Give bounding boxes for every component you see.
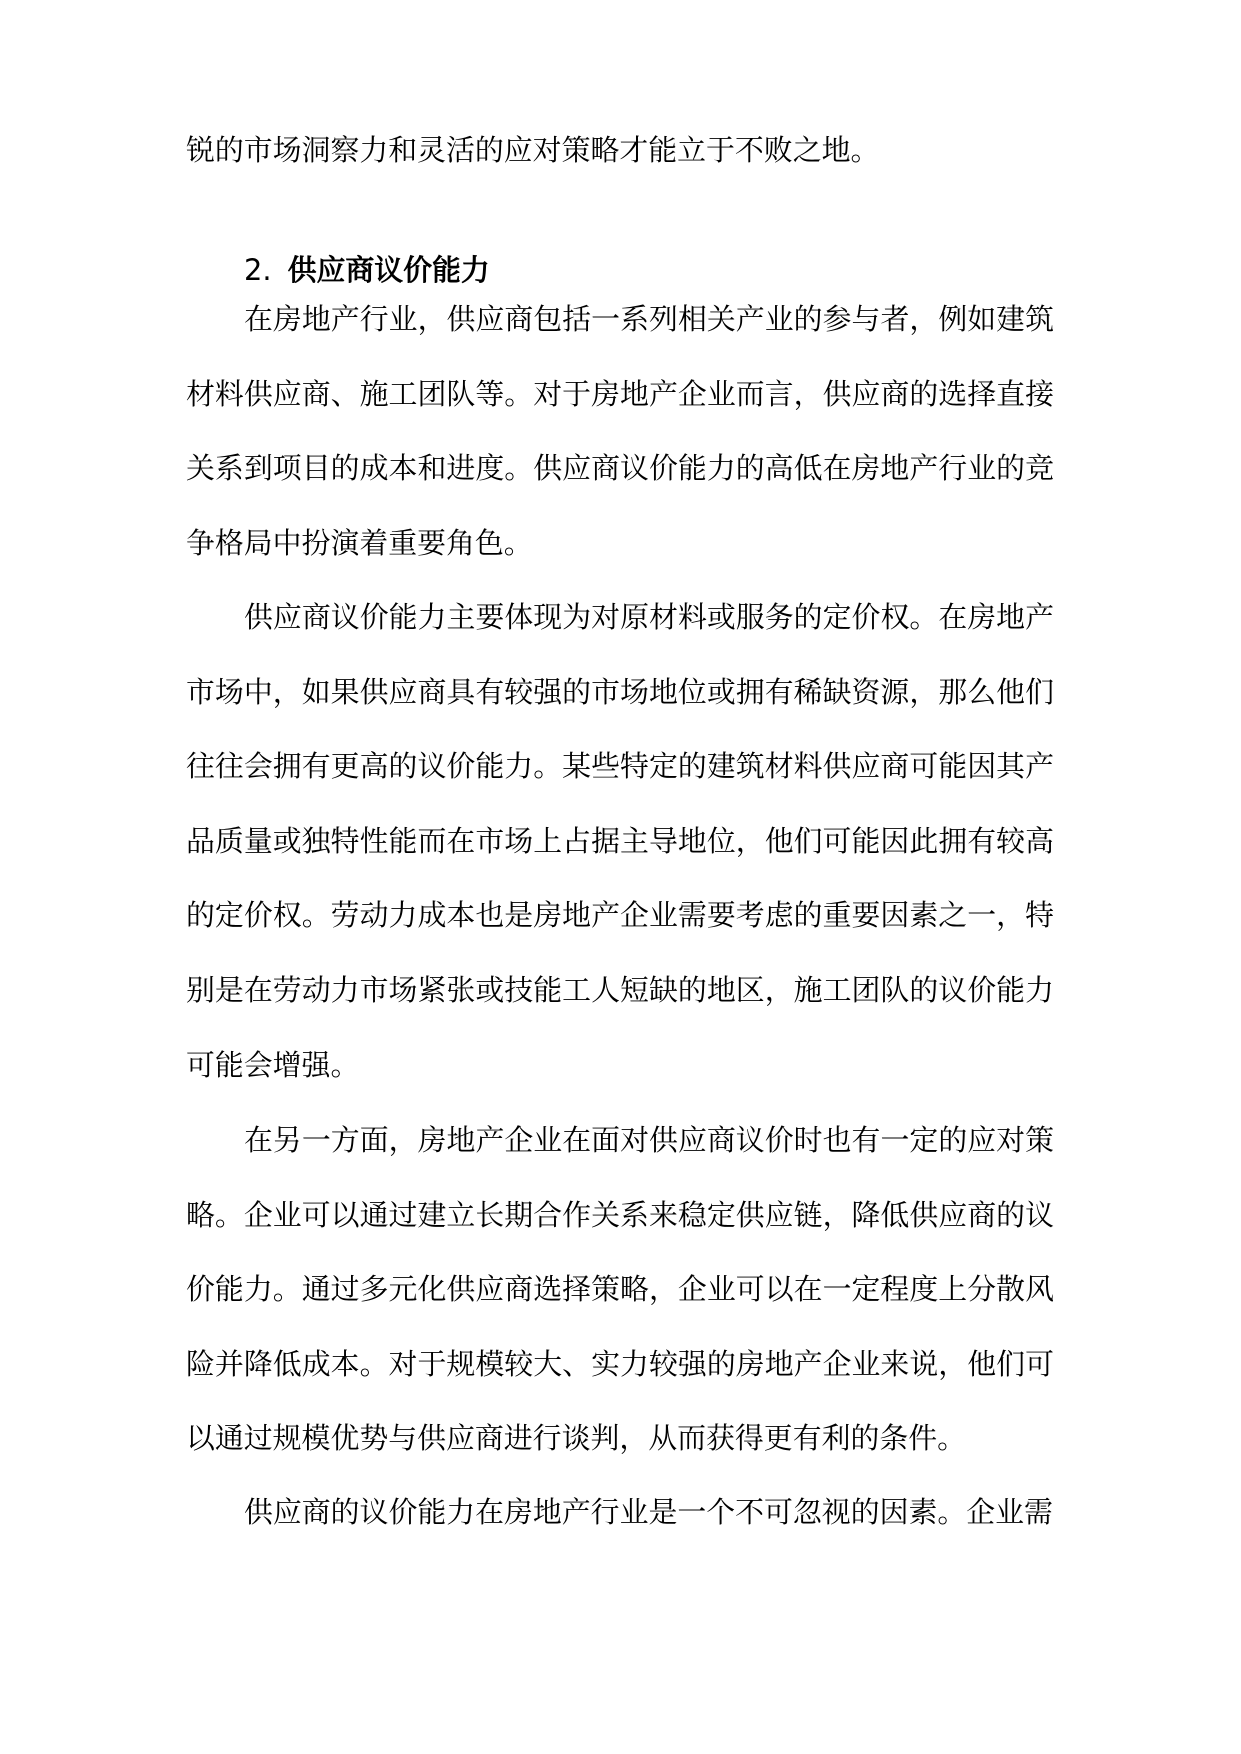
paragraph-3: 在另一方面，房地产企业在面对供应商议价时也有一定的应对策略。企业可以通过建立长期合作关系来稳定供应链，降低供应商的议价能力。通过多元化供应商选择策略，企业可以在一定程度上分散风险并降低成本。对于规模较大、实力较强的房地产企业来说，他们可以通过规模优势与供应商进行谈判，从而获得更有利的条件。: [186, 1123, 1054, 1456]
paragraph-4: 供应商的议价能力在房地产行业是一个不可忽视的因素。企业需: [244, 1495, 1053, 1529]
paragraph-2: 供应商议价能力主要体现为对原材料或服务的定价权。在房地产市场中，如果供应商具有较强的市场地位或拥有稀缺资源，那么他们往往会拥有更高的议价能力。某些特定的建筑材料供应商可能因其产品质量或独特性能而在市场上占据主导地位，他们可能因此拥有较高的定价权。劳动力成本也是房地产企业需要考虑的重要因素之一，特别是在劳动力市场紧张或技能工人短缺的地区，施工团队的议价能力可能会增强。: [186, 600, 1054, 1082]
section-title: 供应商议价能力: [287, 253, 490, 287]
section-number: 2.: [244, 253, 272, 287]
paragraph-1: 在房地产行业，供应商包括一系列相关产业的参与者，例如建筑材料供应商、施工团队等。对于房地产企业而言，供应商的选择直接关系到项目的成本和进度。供应商议价能力的高低在房地产行业的竞争格局中扮演着重要角色。: [186, 302, 1054, 560]
continuation-paragraph: 锐的市场洞察力和灵活的应对策略才能立于不败之地。: [186, 133, 880, 167]
